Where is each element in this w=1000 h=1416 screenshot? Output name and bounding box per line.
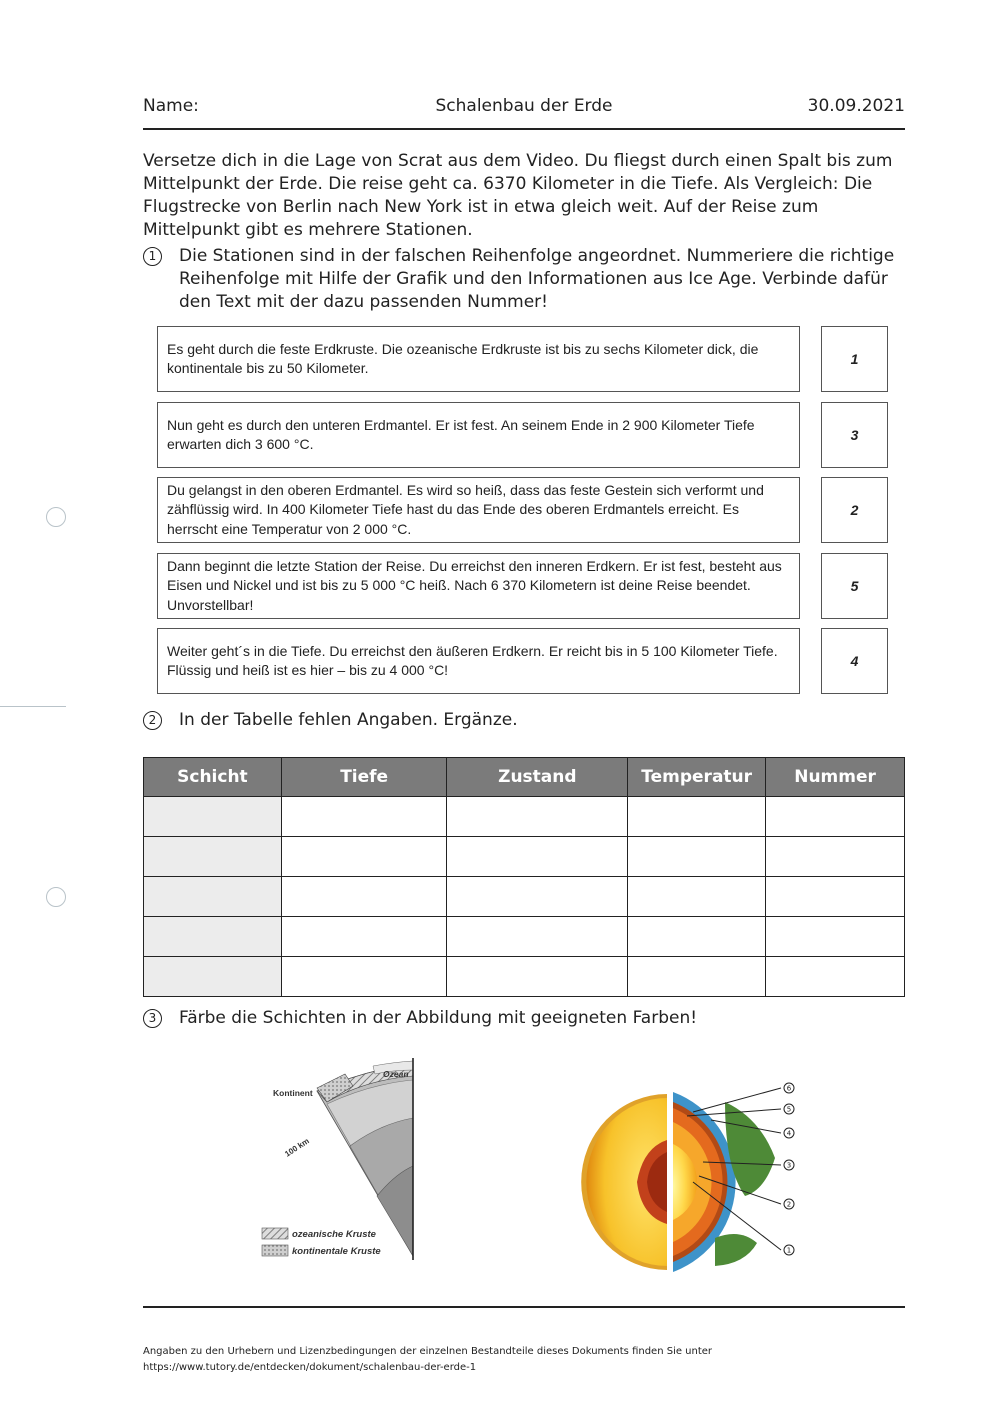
name-label: Name:	[143, 96, 199, 116]
page-title: Schalenbau der Erde	[435, 96, 613, 116]
task-number-2: 2	[143, 711, 162, 730]
table-cell[interactable]	[447, 797, 628, 837]
table-cell[interactable]	[144, 877, 282, 917]
footer-url: https://www.tutory.de/entdecken/dokument/schalenbau-der-erde-1	[143, 1362, 477, 1373]
table-row	[144, 957, 905, 997]
table-cell[interactable]	[766, 957, 905, 997]
punch-hole-bottom	[46, 887, 66, 907]
station-number-box[interactable]: 2	[821, 477, 888, 543]
station-number-box[interactable]: 5	[821, 553, 888, 619]
legend-oceanic-crust: ozeanische Kruste	[292, 1229, 376, 1240]
table-cell[interactable]	[628, 917, 766, 957]
table-row	[144, 877, 905, 917]
table-cell[interactable]	[281, 837, 447, 877]
label-continent: Kontinent	[273, 1088, 313, 1098]
table-row	[144, 837, 905, 877]
legend-continental-crust: kontinentale Kruste	[292, 1246, 381, 1257]
punch-hole-top	[46, 507, 66, 527]
task-text-2: In der Tabelle fehlen Angaben. Ergänze.	[179, 710, 518, 730]
date: 30.09.2021	[807, 96, 905, 116]
station-text-box: Du gelangst in den oberen Erdmantel. Es wird so heiß, dass das feste Gestein sich verformt und zähflüssig wird. In 400 Kilometer Tiefe hast du das Ende des oberen Erdmantels erreicht. Es herrscht eine Temperatur von 2 000 °C.	[157, 477, 800, 543]
marker-2: 2	[786, 1200, 792, 1209]
table-cell[interactable]	[628, 797, 766, 837]
column-header-tiefe: Tiefe	[281, 758, 447, 797]
fold-mark	[0, 706, 66, 707]
footer-line-1: Angaben zu den Urhebern und Lizenzbedingungen der einzelnen Bestandteile dieses Dokuments finden Sie unter	[143, 1346, 713, 1357]
table-cell[interactable]	[766, 877, 905, 917]
table-cell[interactable]	[144, 797, 282, 837]
marker-6: 6	[786, 1084, 792, 1093]
column-header-schicht: Schicht	[144, 758, 282, 797]
station-number-box[interactable]: 3	[821, 402, 888, 468]
crust-section-figure	[255, 1056, 420, 1266]
table-cell[interactable]	[766, 837, 905, 877]
table-cell[interactable]	[766, 797, 905, 837]
header-divider	[143, 128, 905, 130]
marker-3: 3	[786, 1161, 792, 1170]
station-number-box[interactable]: 1	[821, 326, 888, 392]
column-header-zustand: Zustand	[447, 758, 628, 797]
table-cell[interactable]	[144, 917, 282, 957]
task-number-3: 3	[143, 1009, 162, 1028]
station-text-box: Es geht durch die feste Erdkruste. Die ozeanische Erdkruste ist bis zu sechs Kilometer dick, die kontinentale bis zu 50 Kilometer.	[157, 326, 800, 392]
intro-text: Versetze dich in die Lage von Scrat aus dem Video. Du fliegst durch einen Spalt bis zum Mittelpunkt der Erde. Die reise geht ca. 6370 Kilometer in die Tiefe. Als Vergleich: Die Flugstrecke von Berlin nach New York ist in etwa gleich weit. Auf der Reise zum Mittelpunkt gibt es mehrere Stationen.	[143, 151, 893, 240]
table-cell[interactable]	[144, 837, 282, 877]
station-text-box: Dann beginnt die letzte Station der Reise. Du erreichst den inneren Erdkern. Er ist fest, besteht aus Eisen und Nickel und ist bis zu 5 000 °C heiß. Nach 6 370 Kilometern ist deine Reise beendet. Unvorstellbar!	[157, 553, 800, 619]
table-cell[interactable]	[447, 957, 628, 997]
task-number-1: 1	[143, 247, 162, 266]
label-depth: 100 km	[283, 1136, 311, 1159]
task-2	[143, 709, 905, 732]
station-text-box: Weiter geht´s in die Tiefe. Du erreichst den äußeren Erdkern. Er reicht bis in 5 100 Kilometer Tiefe. Flüssig und heiß ist es hier – bis zu 4 000 °C!	[157, 628, 800, 694]
task-text-1: Die Stationen sind in der falschen Reihenfolge angeordnet. Nummeriere die richtige Reihenfolge mit Hilfe der Grafik und den Informationen aus Ice Age. Verbinde dafür den Text mit der dazu passenden Nummer!	[179, 246, 895, 312]
table-cell[interactable]	[144, 957, 282, 997]
table-cell[interactable]	[281, 797, 447, 837]
table-cell[interactable]	[447, 917, 628, 957]
table-cell[interactable]	[281, 957, 447, 997]
footer-divider	[143, 1306, 905, 1308]
layer-table	[143, 757, 905, 997]
column-header-nummer: Nummer	[766, 758, 905, 797]
marker-5: 5	[786, 1105, 792, 1114]
table-cell[interactable]	[281, 917, 447, 957]
marker-4: 4	[786, 1129, 792, 1138]
peach-earth-figure	[575, 1078, 805, 1274]
page-header	[143, 96, 905, 118]
table-cell[interactable]	[628, 957, 766, 997]
table-cell[interactable]	[447, 837, 628, 877]
table-cell[interactable]	[447, 877, 628, 917]
column-header-temperatur: Temperatur	[628, 758, 766, 797]
table-row	[144, 917, 905, 957]
station-number-box[interactable]: 4	[821, 628, 888, 694]
station-text-box: Nun geht es durch den unteren Erdmantel. Er ist fest. An seinem Ende in 2 900 Kilometer Tiefe erwarten dich 3 600 °C.	[157, 402, 800, 468]
task-text-3: Färbe die Schichten in der Abbildung mit geeigneten Farben!	[179, 1008, 698, 1028]
table-cell[interactable]	[628, 837, 766, 877]
table-row	[144, 797, 905, 837]
label-ocean: Ozean	[383, 1069, 409, 1079]
table-cell[interactable]	[281, 877, 447, 917]
footer	[143, 1344, 903, 1376]
task-3	[143, 1007, 905, 1030]
table-cell[interactable]	[766, 917, 905, 957]
table-cell[interactable]	[628, 877, 766, 917]
task-1	[143, 245, 905, 314]
marker-1: 1	[786, 1246, 792, 1255]
